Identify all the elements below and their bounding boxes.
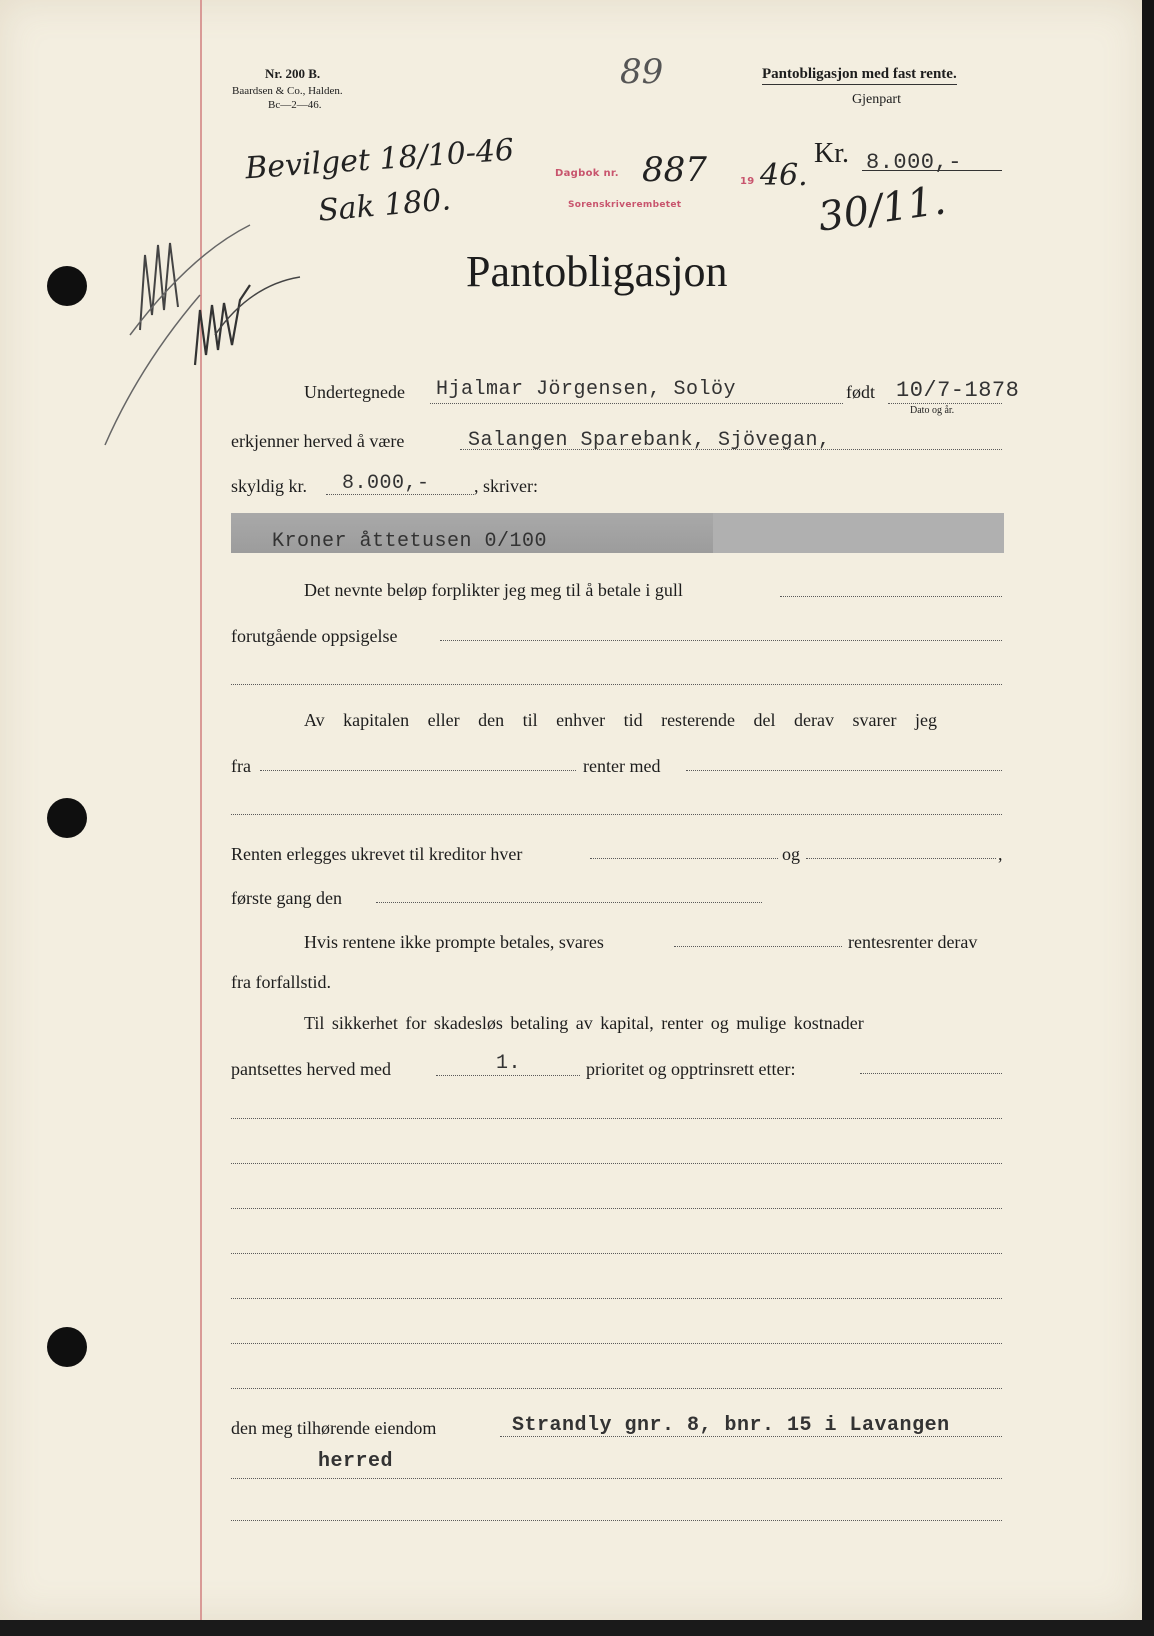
born-label: født [846, 382, 875, 402]
notice-clause: forutgående oppsigelse [231, 626, 398, 646]
page-number: 89 [620, 52, 664, 92]
amount-line [862, 170, 1002, 171]
print-code: Bc—2—46. [268, 99, 322, 111]
notice-line-2 [231, 684, 1002, 685]
punch-hole-middle [47, 798, 87, 838]
property-line-1 [500, 1436, 1002, 1437]
interest-paid-line [590, 858, 778, 859]
blank-line-6 [231, 1343, 1002, 1344]
gold-line [780, 596, 1002, 597]
writes-label: , skriver: [474, 476, 538, 496]
form-number: Nr. 200 B. [265, 66, 321, 81]
from-line [260, 770, 576, 771]
blank-line-4 [231, 1253, 1002, 1254]
blank-line-7 [231, 1388, 1002, 1389]
from-label: fra [231, 756, 251, 776]
scan-border-bottom [0, 1620, 1154, 1636]
document-title: Pantobligasjon [466, 247, 728, 296]
property-label: den meg tilhørende eiendom [231, 1418, 437, 1438]
journal-year: 46. [760, 158, 808, 193]
property-value-line1: Strandly gnr. 8, bnr. 15 i Lavangen [512, 1414, 950, 1437]
capital-clause: Av kapitalen eller den til enhver tid resterende del derav svarer jeg [304, 710, 937, 730]
born-value: 10/7-1878 [896, 378, 1020, 403]
due-clause: fra forfallstid. [231, 972, 331, 992]
first-time-clause: første gang den [231, 888, 342, 908]
blank-line-1 [231, 1118, 1002, 1119]
property-value-line2: herred [318, 1450, 394, 1473]
creditor-label: erkjenner herved å være [231, 431, 405, 451]
case-note: Sak 180. [316, 182, 453, 229]
journal-stamp-line1: Dagbok nr. [555, 168, 619, 179]
journal-stamp-line2: Sorenskriverembetet [568, 200, 682, 210]
creditor-value: Salangen Sparebank, Sjövegan, [468, 429, 831, 452]
journal-stamp-year: 19 [740, 176, 755, 187]
notice-line [440, 640, 1002, 641]
overdue-line [674, 946, 842, 947]
copy-label: Gjenpart [852, 92, 901, 107]
blank-line-5 [231, 1298, 1002, 1299]
interest-paid-clause: Renten erlegges ukrevet til kreditor hver [231, 844, 523, 864]
journal-number: 887 [642, 150, 707, 190]
owed-value: 8.000,- [342, 472, 430, 495]
property-line-2 [231, 1478, 1002, 1479]
priority-line [436, 1075, 580, 1076]
amount-prefix: Kr. [814, 138, 849, 169]
blank-line-3 [231, 1208, 1002, 1209]
pledged-label: pantsettes herved med [231, 1059, 391, 1079]
initials-signature [100, 215, 310, 455]
interest-line-2 [231, 814, 1002, 815]
undersigned-line [430, 403, 843, 404]
printer-name: Baardsen & Co., Halden. [232, 85, 343, 97]
amount-words-band-end [713, 513, 1004, 553]
journal-date: 30/11. [815, 177, 949, 241]
security-clause: Til sikkerhet for skadesløs betaling av kapital, renter og mulige kostnader [304, 1013, 864, 1033]
compound-clause: rentesrenter derav [848, 932, 978, 952]
owed-label: skyldig kr. [231, 476, 308, 496]
amount-words: Kroner åttetusen 0/100 [272, 530, 548, 553]
punch-hole-bottom [47, 1327, 87, 1367]
first-time-line [376, 902, 762, 903]
blank-line-2 [231, 1163, 1002, 1164]
comma: , [998, 844, 1003, 864]
punch-hole-top [47, 266, 87, 306]
overdue-clause: Hvis rentene ikke prompte betales, svares [304, 932, 604, 952]
priority-value: 1. [496, 1052, 522, 1075]
interest-line [686, 770, 1002, 771]
priority-line-2 [860, 1073, 1002, 1074]
undersigned-value: Hjalmar Jörgensen, Solöy [436, 378, 737, 401]
born-hint: Dato og år. [910, 405, 955, 416]
and-line [806, 858, 996, 859]
interest-label: renter med [583, 756, 661, 776]
approval-note: Bevilget 18/10-46 [244, 132, 516, 187]
amount-value: 8.000,- [866, 150, 962, 175]
priority-clause: prioritet og opptrinsrett etter: [586, 1059, 796, 1079]
and-label: og [782, 844, 800, 864]
undersigned-label: Undertegnede [304, 382, 405, 402]
property-line-3 [231, 1520, 1002, 1521]
gold-clause: Det nevnte beløp forplikter jeg meg til å betale i gull [304, 580, 683, 600]
scan-border-right [1142, 0, 1154, 1636]
form-title: Pantobligasjon med fast rente. [762, 66, 957, 85]
